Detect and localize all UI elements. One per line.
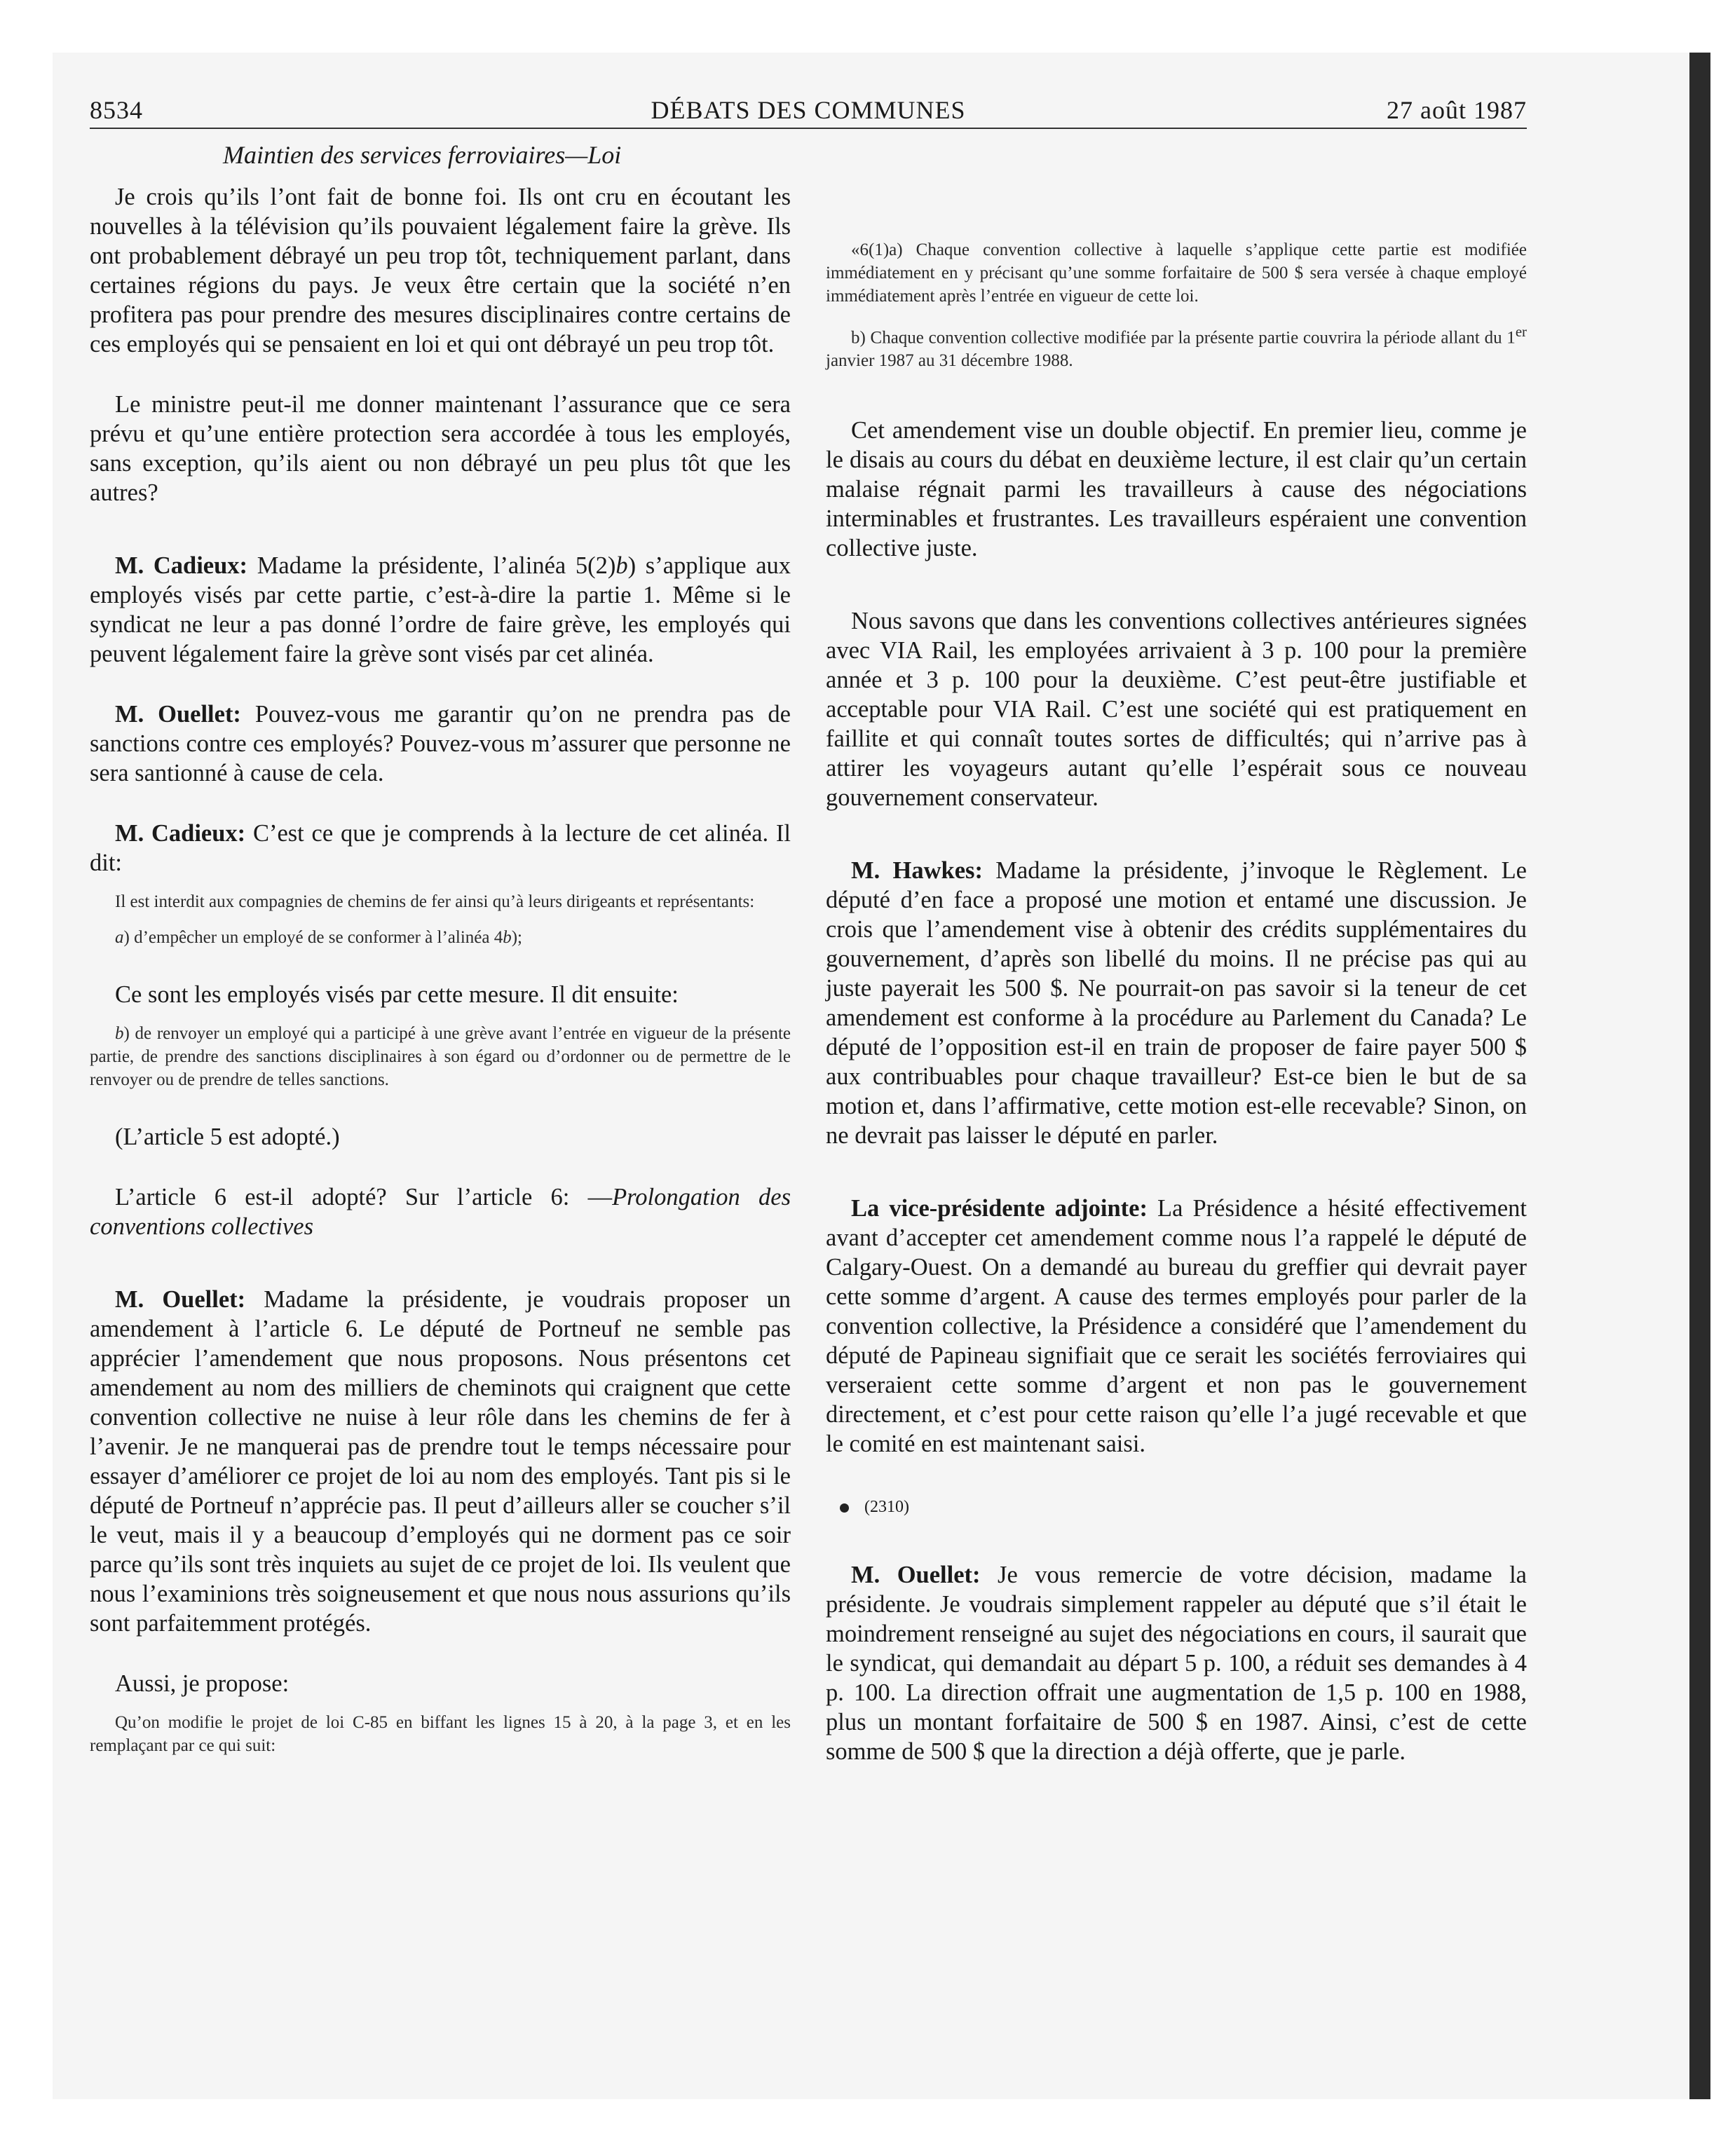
block-quote: Qu’on modifie le projet de loi C-85 en biffant les lignes 15 à 20, à la page 3, et en les remplaçant par ce qui suit:: [90, 1713, 791, 1755]
block-quote: «6(1)a) Chaque convention collective à laquelle s’applique cette partie est modifiée immédiatement en y précisant qu’une somme forfaitaire de 500 $ sera versée à chaque employé immédiatement après l’entrée en vigueur de cette loi.: [826, 240, 1527, 306]
paragraph: La vice-présidente adjointe: La Présidence a hésité effectivement avant d’accepter cet amendement comme nous l’a rappelé le député de Calgary-Ouest. On a demandé au bureau du greffier qui devrait payer cette somme d’argent. A cause des termes employés pour parler de la convention collective, la Présidence a considéré que l’amendement du député de Papineau signifiait que ce serait les sociétés ferroviaires qui verseraient cette somme d’argent et non pas le gouvernement directement, et c’est pour cette raison qu’elle l’a jugé recevable et que le comité en est maintenant saisi.: [826, 1195, 1527, 1458]
left-column: [90, 140, 791, 1757]
paragraph: L’article 6 est-il adopté? Sur l’article 6: —Prolongation des conventions collectives: [90, 1184, 791, 1240]
paragraph: M. Ouellet: Pouvez-vous me garantir qu’on ne prendra pas de sanctions contre ces employés? Pouvez-vous m’assurer que personne ne sera santionné à cause de cela.: [90, 701, 791, 786]
speaker-name: M. Ouellet:: [851, 1562, 981, 1589]
paragraph: M. Hawkes: Madame la présidente, j’invoque le Règlement. Le député d’en face a proposé une motion et entamé une discussion. Je crois que l’amendement vise à obtenir des crédits supplémentaires du gouvernement, d’après son libellé du moins. Il ne précise pas qui au juste payerait les 500 $. Ne pourrait-on pas savoir si la teneur de cet amendement est conforme à la procédure au Parlement du Canada? Le député de l’opposition est-il en train de proposer de faire payer 500 $ aux contribuables pour chaque travailleur? Est-ce bien le but de sa motion et, dans l’affirmative, cette motion est-elle recevable? Sinon, on ne devrait pas laisser le député en parler.: [826, 857, 1527, 1149]
page-number: 8534: [90, 96, 143, 124]
paragraph: Aussi, je propose:: [115, 1670, 290, 1697]
paragraph: (L’article 5 est adopté.): [115, 1124, 340, 1150]
speaker-name: M. Cadieux:: [115, 820, 246, 847]
section-title: Maintien des services ferroviaires—Loi: [223, 141, 622, 169]
block-quote: b) Chaque convention collective modifiée par la présente partie couvrira la période allant du 1er janvier 1987 au 31 décembre 1988.: [826, 323, 1527, 371]
timestamp: (2310): [826, 1498, 1527, 1517]
speaker-name: M. Ouellet:: [115, 701, 241, 728]
bullet-icon: [840, 1503, 849, 1513]
speaker-name: M. Ouellet:: [115, 1286, 246, 1313]
paragraph: Cet amendement vise un double objectif. En premier lieu, comme je le disais au cours du débat en deuxième lecture, il est clair qu’un certain malaise régnait parmi les travailleurs à cause des négociations interminables et frustrantes. Les travailleurs espéraient une convention collective juste.: [826, 417, 1527, 562]
block-quote: a) d’empêcher un employé de se conformer à l’alinéa 4b);: [115, 928, 523, 947]
paragraph: Je crois qu’ils l’ont fait de bonne foi. Ils ont cru en écoutant les nouvelles à la télévision qu’ils pouvaient légalement faire la grève. Ils ont probablement débrayé un peu trop tôt, techniquement parlant, dans certaines régions du pays. Je veux être certain que la société n’en profitera pas pour prendre des mesures disciplinaires contre certains de ces employés qui se pensaient en loi et qui ont débrayé un peu trop tôt.: [90, 184, 791, 357]
scan-edge-bar: [1689, 53, 1710, 2099]
speaker-name: La vice-présidente adjointe:: [851, 1195, 1148, 1222]
page-header: [90, 91, 1527, 129]
paragraph: M. Ouellet: Je vous remercie de votre décision, madame la présidente. Je voudrais simplement rappeler au député que s’il était le moindrement renseigné au sujet des négociations en cours, il saurait que le syndicat, qui demandait au départ 5 p. 100, a réduit ses demandes à 4 p. 100. La direction offrait une augmentation de 1,5 p. 100 en 1988, plus un montant forfaitaire de 500 $ en 1987. Ainsi, c’est de cette somme de 500 $ que la direction a déjà offerte, que je parle.: [826, 1562, 1527, 1766]
block-quote: Il est interdit aux compagnies de chemins de fer ainsi qu’à leurs dirigeants et représentants:: [115, 892, 755, 911]
paragraph: Le ministre peut-il me donner maintenant l’assurance que ce sera prévu et qu’une entière protection sera accordée à tous les employés, sans exception, qu’ils aient ou non débrayé un peu plus tôt que les autres?: [90, 391, 791, 506]
speaker-name: M. Hawkes:: [851, 857, 983, 885]
page-date: 27 août 1987: [1387, 96, 1527, 124]
right-column: [826, 140, 1527, 1766]
block-quote: b) de renvoyer un employé qui a participé à une grève avant l’entrée en vigueur de la présente partie, de prendre des sanctions disciplinaires à son égard ou d’ordonner ou de permettre de le renvoyer ou de prendre de telles sanctions.: [90, 1024, 791, 1089]
speaker-name: M. Cadieux:: [115, 552, 248, 579]
paragraph: M. Cadieux: Madame la présidente, l’alinéa 5(2)b) s’applique aux employés visés par cette partie, c’est-à-dire la partie 1. Même si le syndicat ne leur a pas donné l’ordre de faire grève, les employés qui peuvent légalement faire la grève sont visés par cet alinéa.: [90, 552, 791, 667]
paragraph: Ce sont les employés visés par cette mesure. Il dit ensuite:: [115, 981, 679, 1008]
paragraph: M. Ouellet: Madame la présidente, je voudrais proposer un amendement à l’article 6. Le député de Portneuf ne semble pas apprécier l’amendement que nous proposons. Nous présentons cet amendement au nom des milliers de cheminots qui craignent que cette convention collective ne nuise à leur rôle dans les chemins de fer à l’avenir. Je ne manquerai pas de prendre tout le temps nécessaire pour essayer d’améliorer ce projet de loi au nom des employés. Tant pis si le député de Portneuf n’apprécie pas. Il peut d’ailleurs aller se coucher s’il le veut, mais il y a beaucoup d’employés qui ne dorment pas ce soir parce qu’ils sont très inquiets au sujet de ce projet de loi. Ils veulent que nous l’examinions très soigneusement et que nous nous assurions qu’ils sont parfaitemment protégés.: [90, 1286, 791, 1637]
paragraph: Nous savons que dans les conventions collectives antérieures signées avec VIA Rail, les employées arrivaient à 3 p. 100 pour la première année et 3 p. 100 pour la deuxième. C’est peut-être justifiable et acceptable pour VIA Rail. C’est une société qui est pratiquement en faillite et qui connaît toutes sortes de difficultés; qui n’arrive pas à attirer les voyageurs autant qu’elle l’espérait sous ce nouveau gouvernement conservateur.: [826, 608, 1527, 812]
paragraph: M. Cadieux: C’est ce que je comprends à la lecture de cet alinéa. Il dit:: [90, 820, 791, 876]
publication-title: DÉBATS DES COMMUNES: [651, 96, 966, 124]
